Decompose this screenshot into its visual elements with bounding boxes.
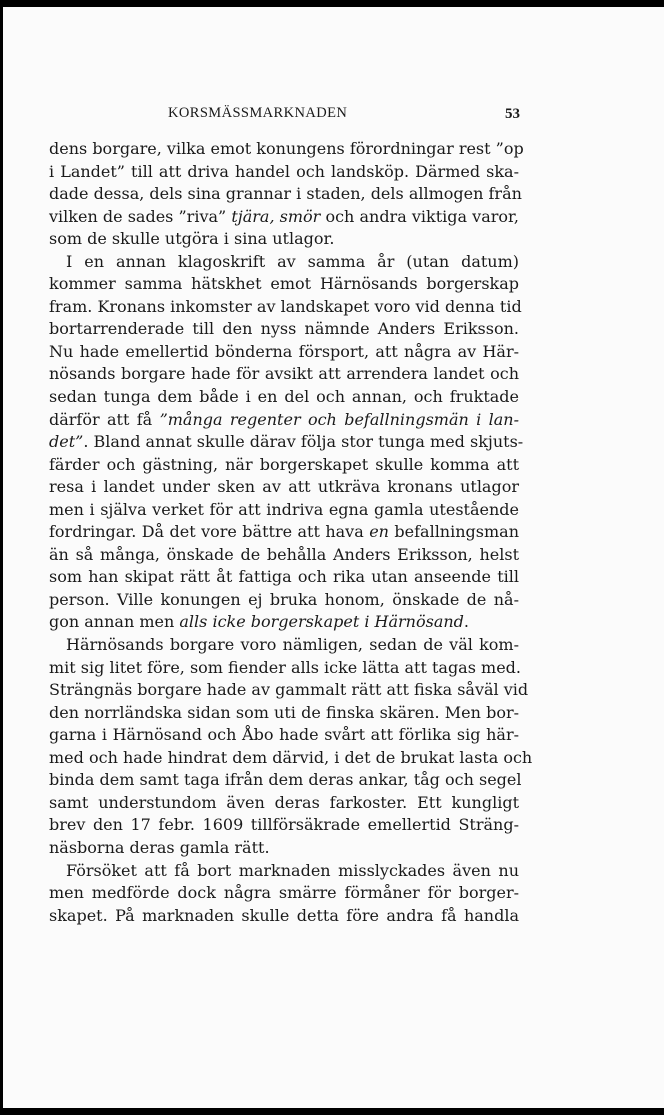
body-text: [49, 138, 533, 927]
text-line: Strängnäs borgare hade av gammalt rätt att fiska såväl vid: [49, 680, 529, 700]
text-line: näsborna deras gamla rätt.: [49, 837, 270, 857]
italic-phrase: ”många regenter och befallningsmän i lan-: [159, 409, 520, 429]
text-line: mit sig litet före, som fiender alls icke lätta att tagas med.: [49, 657, 521, 677]
text-line: färder och gästning, när borgerskapet skulle komma att: [49, 454, 519, 474]
chapter-title: KORSMÄSSMARKNADEN: [168, 105, 348, 121]
text-line: gon annan men alls icke borgerskapet i Härnösand.: [49, 612, 469, 632]
text-line: som han skipat rätt åt fattiga och rika utan anseende till: [49, 567, 519, 587]
text-line: binda dem samt taga ifrån dem deras ankar, tåg och segel: [49, 770, 522, 790]
text-line: det”. Bland annat skulle därav följa stor tunga med skjuts-: [49, 432, 524, 452]
text-line: Nu hade emellertid bönderna försport, att några av Här-: [49, 341, 519, 361]
text-line: dade dessa, dels sina grannar i staden, dels allmogen från: [49, 184, 522, 204]
italic-phrase: tjära, smör: [231, 206, 321, 226]
text-line: garna i Härnösand och Åbo hade svårt att förlika sig här-: [49, 725, 519, 745]
italic-phrase: alls icke borgerskapet i Härnösand: [179, 612, 464, 632]
text-line: därför att få ”många regenter och befallningsmän i lan-: [49, 409, 520, 429]
text-line: men medförde dock några smärre förmåner för borger-: [49, 883, 519, 903]
paragraph-start-line: Försöket att få bort marknaden misslyckades även nu: [66, 860, 519, 880]
text-line: fram. Kronans inkomster av landskapet voro vid denna tid: [49, 296, 522, 316]
text-line: som de skulle utgöra i sina utlagor.: [49, 229, 335, 249]
text-line: skapet. På marknaden skulle detta före andra få handla: [49, 905, 519, 925]
text-line: med och hade hindrat dem därvid, i det de brukat lasta och: [49, 747, 533, 767]
text-line: fordringar. Då det vore bättre att hava en befallningsman: [49, 522, 520, 542]
text-line: men i själva verket för att indriva egna gamla utestående: [49, 499, 519, 519]
text-line: sedan tunga dem både i en del och annan, och fruktade: [49, 387, 519, 407]
italic-phrase: det”: [49, 432, 84, 452]
running-head: [3, 105, 664, 129]
text-line: brev den 17 febr. 1609 tillförsäkrade emellertid Sträng-: [49, 815, 519, 835]
text-line: samt understundom även deras farkoster. Ett kungligt: [49, 792, 519, 812]
paragraph-start-line: Härnösands borgare voro nämligen, sedan de väl kom-: [66, 635, 519, 655]
text-line: kommer samma hätskhet emot Härnösands borgerskap: [49, 274, 519, 294]
text-line: bortarrenderade till den nyss nämnde Anders Eriksson.: [49, 319, 519, 339]
page-number: 53: [505, 106, 520, 122]
italic-phrase: en: [369, 522, 389, 542]
book-page: [3, 7, 664, 1108]
text-line: än så många, önskade de behålla Anders Eriksson, helst: [49, 544, 519, 564]
text-line: vilken de sades ”riva” tjära, smör och andra viktiga varor,: [49, 206, 520, 226]
paragraph-start-line: I en annan klagoskrift av samma år (utan datum): [66, 251, 519, 271]
text-line: nösands borgare hade för avsikt att arrendera landet och: [49, 364, 519, 384]
text-line: i Landet” till att driva handel och landsköp. Därmed ska-: [49, 161, 519, 181]
text-line: resa i landet under sken av att utkräva kronans utlagor: [49, 477, 519, 497]
text-line: dens borgare, vilka emot konungens förordningar rest ”op: [49, 139, 524, 158]
text-line: den norrländska sidan som uti de finska skären. Men bor-: [49, 702, 519, 722]
text-line: person. Ville konungen ej bruka honom, önskade de nå-: [49, 589, 519, 609]
